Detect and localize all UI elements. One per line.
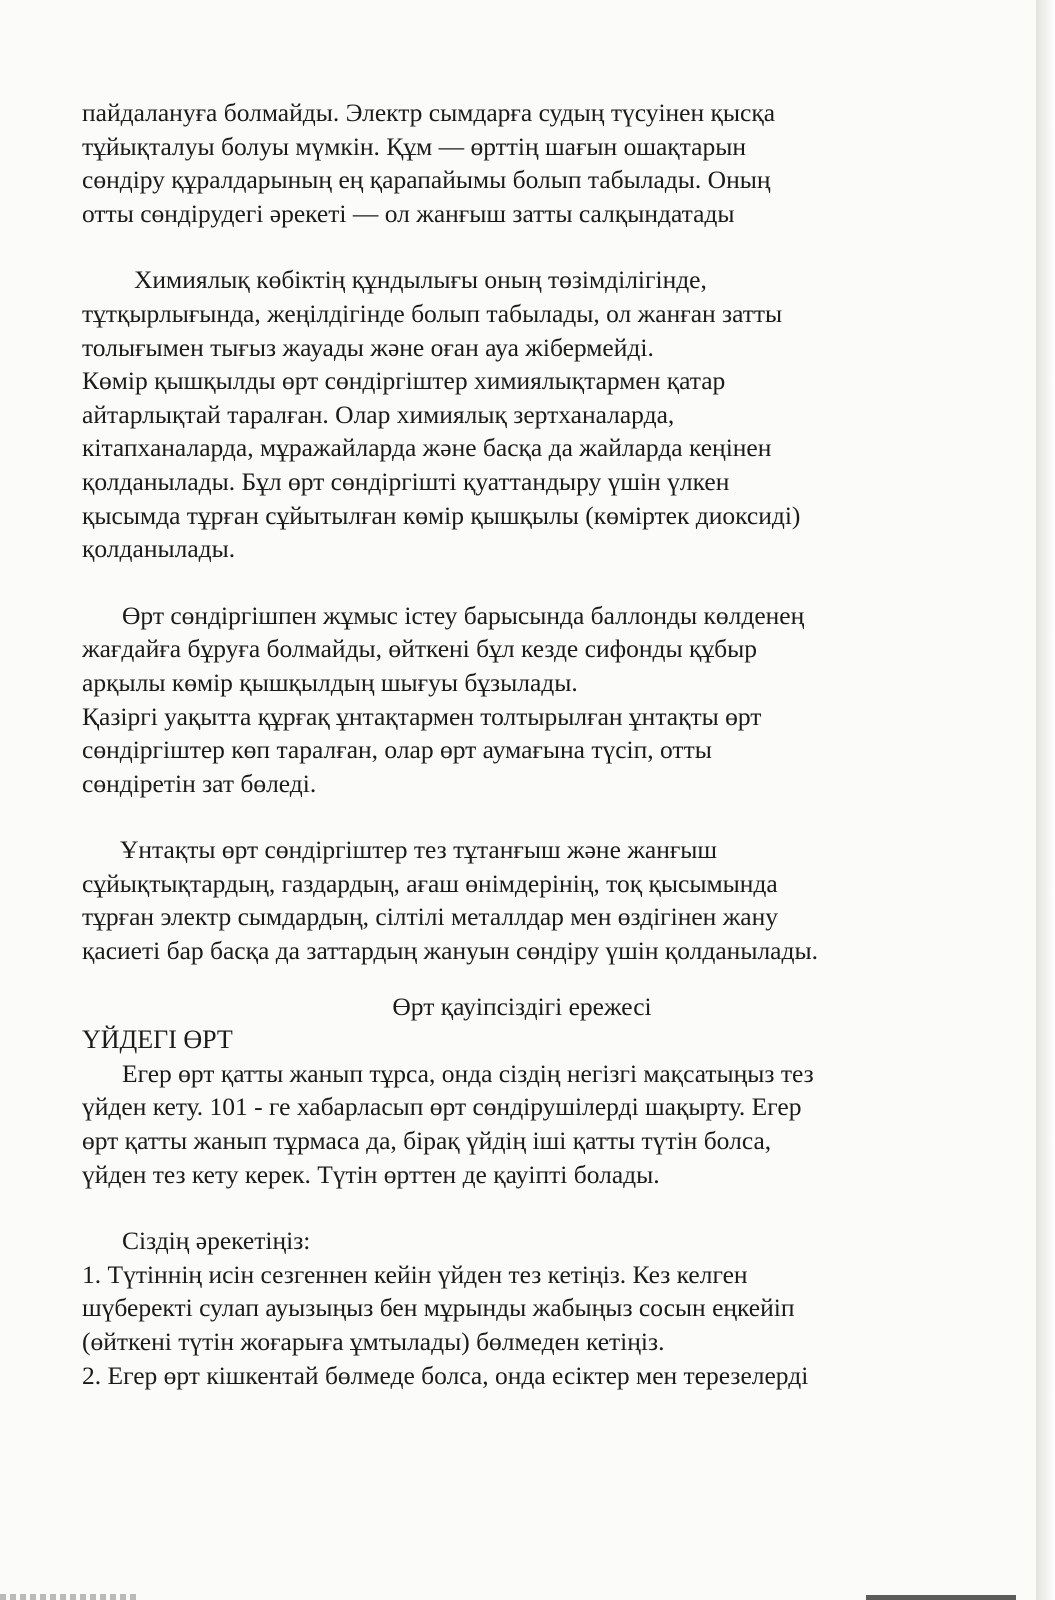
- text-line: айтарлықтай таралған. Олар химиялық зертханаларда,: [82, 399, 675, 429]
- text-line: сөндіретін зат бөледі.: [82, 768, 317, 798]
- bottom-right-mark: [866, 1595, 1016, 1600]
- text-line: тұтқырлығында, жеңілдігінде болып табылады, ол жанған затты: [82, 298, 783, 328]
- text-line: сұйықтықтардың, газдардың, ағаш өнімдерінің, тоқ қысымында: [82, 868, 778, 898]
- subsection-title: ҮЙДЕГІ ӨРТ: [82, 1025, 233, 1055]
- text-line: қолданылады. Бұл өрт сөндіргішті қуаттандыру үшін үлкен: [82, 466, 730, 496]
- text-line: отты сөндірудегі әрекеті — ол жанғыш затты салқындатады: [82, 198, 735, 228]
- text-line: қысымда тұрған сұйытылған көмір қышқылы (көміртек диоксиді): [82, 500, 801, 530]
- text-line: өрт қатты жанып тұрмаса да, бірақ үйдің іші қатты түтін болса,: [82, 1126, 772, 1156]
- text-line: (өйткені түтін жоғарыға ұмтылады) бөлмеден кетіңіз.: [82, 1327, 665, 1356]
- text-line: қолданылады.: [82, 534, 236, 564]
- text-line: үйден кету. 101 - ге хабарласып өрт сөндірушілерді шақырту. Егер: [82, 1092, 802, 1122]
- bottom-edge-mark: [0, 1594, 140, 1600]
- text-line: пайдалануға болмайды. Электр сымдарға судың түсуінен қысқа: [82, 98, 776, 127]
- text-line: тұйықталуы болуы мүмкін. Құм — өрттің шағын ошақтарын: [82, 131, 746, 161]
- text-line: Өрт сөндіргішпен жұмыс істеу барысында баллонды көлденең: [122, 600, 805, 630]
- page-edge-shadow: [1036, 0, 1055, 1600]
- text-line: толығымен тығыз жауады және оған ауа жібермейді.: [82, 332, 654, 362]
- text-line: 2. Егер өрт кішкентай бөлмеде болса, онда есіктер мен терезелерді: [82, 1360, 809, 1390]
- paragraph-gap: [82, 230, 962, 263]
- text-line: Ұнтақты өрт сөндіргіштер тез тұтанғыш және жанғыш: [120, 835, 718, 865]
- text-line: Егер өрт қатты жанып тұрса, онда сіздің негізгі мақсатыңыз тез: [122, 1058, 814, 1088]
- text-line: 1. Түтіннің исін сезгеннен кейін үйден тез кетіңіз. Кез келген: [82, 1259, 748, 1289]
- text-line: қасиеті бар басқа да заттардың жануын сөндіру үшін қолданылады.: [82, 936, 818, 966]
- paragraph-gap: [82, 800, 962, 833]
- text-line: сөндіру құралдарының ең қарапайымы болып табылады. Оның: [82, 165, 771, 195]
- text-line: үйден тез кету керек. Түтін өрттен де қауіпті болады.: [82, 1159, 660, 1189]
- text-line: арқылы көмір қышқылдың шығуы бұзылады.: [82, 667, 578, 697]
- text-line: Қазіргі уақытта құрғақ ұнтақтармен толтырылған ұнтақты өрт: [82, 701, 762, 731]
- text-line: кітапханаларда, мұражайларда және басқа да жайларда кеңінен: [82, 433, 772, 463]
- section-title: Өрт қауіпсіздігі ережесі: [392, 991, 652, 1021]
- text-line: тұрған электр сымдардың, сілтілі металлдар мен өздігінен жану: [82, 902, 779, 932]
- text-line: шүберекті сулап ауызыңыз бен мұрынды жабыңыз сосын еңкейіп: [82, 1293, 795, 1323]
- text-line: Химиялық көбіктің құндылығы оның төзімділігінде,: [134, 265, 707, 295]
- paragraph-gap: [82, 968, 962, 990]
- paragraph-gap: [82, 566, 962, 599]
- text-line: жағдайға бұруға болмайды, өйткені бұл кезде сифонды құбыр: [82, 634, 757, 664]
- actions-title: Сіздің әрекетіңіз:: [122, 1226, 311, 1256]
- text-line: Көмір қышқылды өрт сөндіргіштер химиялықтармен қатар: [82, 366, 726, 396]
- document-body: [82, 96, 962, 1392]
- text-line: сөндіргіштер көп таралған, олар өрт аумағына түсіп, отты: [82, 735, 712, 765]
- paragraph-gap: [82, 1191, 962, 1224]
